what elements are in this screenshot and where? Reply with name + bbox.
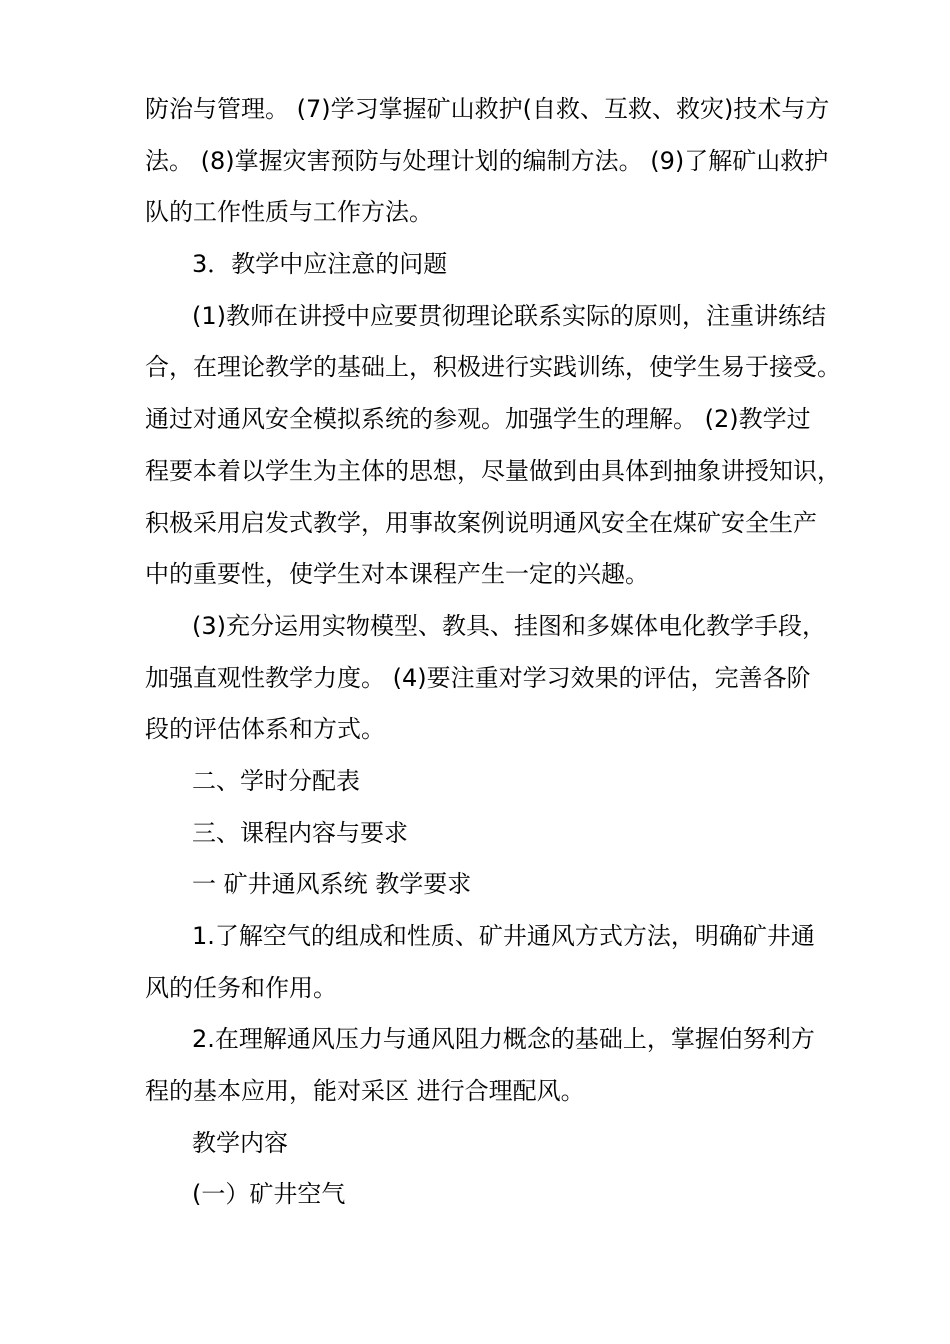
text-line-19: 2.在理解通风压力与通风阻力概念的基础上，掌握伯努利方 bbox=[192, 1025, 815, 1054]
text-line-5: (1)教师在讲授中应要贯彻理论联系实际的原则，注重讲练结 bbox=[192, 301, 826, 330]
text-line-17: 1.了解空气的组成和性质、矿井通风方式方法，明确矿井通 bbox=[192, 922, 815, 950]
subsection-heading-ventilation-system: 一 矿井通风系统 教学要求 bbox=[192, 870, 472, 899]
section-heading-teaching-content: 教学内容 bbox=[192, 1128, 288, 1157]
text-line-13: 段的评估体系和方式。 bbox=[145, 715, 385, 744]
document-body bbox=[145, 84, 841, 1221]
section-heading-course-content: 三、课程内容与要求 bbox=[192, 818, 408, 847]
text-line-1: 防治与管理。 (7)学习掌握矿山救护(自救、互救、救灾)技术与方 bbox=[145, 95, 830, 123]
text-line-10: 中的重要性，使学生对本课程产生一定的兴趣。 bbox=[145, 560, 649, 589]
section-heading-hours-table: 二、学时分配表 bbox=[192, 766, 360, 795]
subsection-heading-mine-air: (一）矿井空气 bbox=[192, 1180, 346, 1209]
text-line-7: 通过对通风安全模拟系统的参观。加强学生的理解。 (2)教学过 bbox=[145, 405, 811, 434]
text-line-3: 队的工作性质与工作方法。 bbox=[145, 198, 433, 227]
text-line-12: 加强直观性教学力度。 (4)要注重对学习效果的评估，完善各阶 bbox=[145, 663, 811, 692]
text-line-8: 程要本着以学生为主体的思想，尽量做到由具体到抽象讲授知识， bbox=[145, 456, 841, 485]
section-heading-teaching-notes: 3．教学中应注意的问题 bbox=[192, 250, 448, 279]
text-line-9: 积极采用启发式教学，用事故案例说明通风安全在煤矿安全生产 bbox=[145, 508, 817, 537]
text-line-2: 法。 (8)掌握灾害预防与处理计划的编制方法。 (9)了解矿山救护 bbox=[145, 146, 829, 175]
text-line-6: 合，在理论教学的基础上，积极进行实践训练，使学生易于接受。 bbox=[145, 353, 841, 382]
text-line-20: 程的基本应用，能对采区 进行合理配风。 bbox=[145, 1077, 585, 1106]
text-line-11: (3)充分运用实物模型、教具、挂图和多媒体电化教学手段， bbox=[192, 611, 826, 640]
text-line-18: 风的任务和作用。 bbox=[145, 973, 337, 1002]
